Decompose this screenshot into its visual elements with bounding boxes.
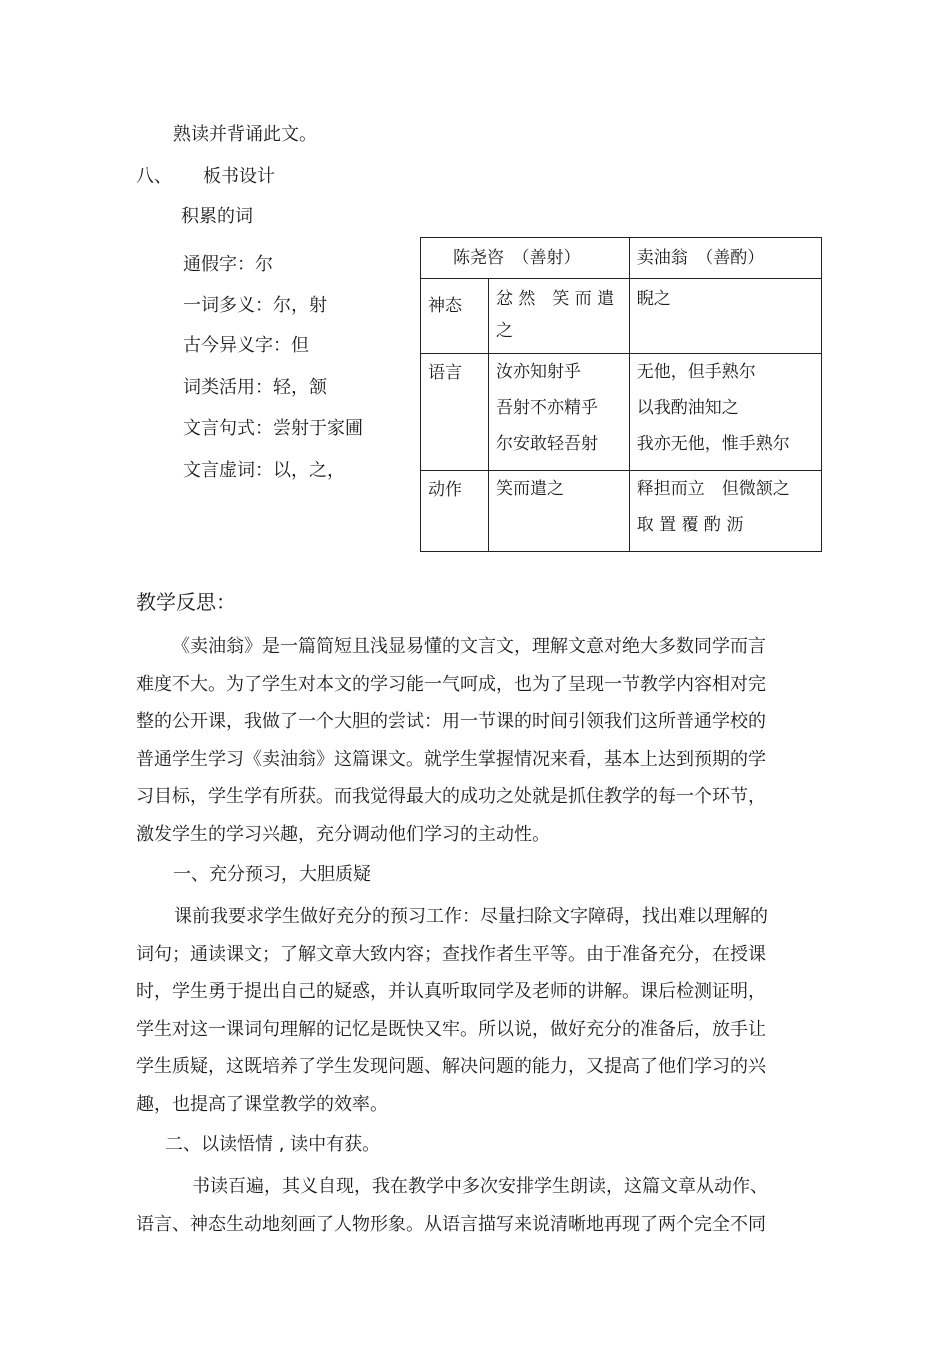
table-cell-line: 之 [495, 321, 513, 341]
term-item: 文言句式：尝射于家圃 [183, 418, 363, 439]
row-label: 语言 [428, 363, 462, 383]
section-title: 板书设计 [203, 166, 275, 187]
reflection-paragraph [136, 898, 776, 1123]
row-label: 动作 [428, 480, 462, 500]
table-cell-line: 取 置 覆 酌 沥 [636, 515, 744, 535]
term-item: 通假字：尔 [183, 254, 273, 275]
table-cell-line: 以我酌油知之 [636, 398, 739, 418]
table-cell-line: 汝亦知射乎 [495, 362, 581, 382]
reflection-paragraph [136, 1168, 776, 1243]
paragraph-line: 学生对这一课词句理解的记忆是既快又牢。所以说，做好充分的准备后，放手让 [136, 1018, 766, 1040]
paragraph-line: 学生质疑，这既培养了学生发现问题、解决问题的能力，又提高了他们学习的兴 [136, 1056, 766, 1077]
table-cell-line: 我亦无他，惟手熟尔 [636, 434, 790, 454]
header-mai-you-weng: 卖油翁 （善酌） [636, 248, 765, 268]
paragraph-line: 普通学生学习《卖油翁》这篇课文。就学生掌握情况来看，基本上达到预期的学 [136, 748, 766, 770]
table-header-row [421, 238, 822, 279]
table-row [421, 471, 822, 552]
table-cell-line: 尔安敢轻吾射 [495, 434, 598, 454]
table-cell-line: 无他，但手熟尔 [636, 362, 756, 382]
term-item: 文言虚词：以，之， [183, 460, 345, 481]
table-cell-line: 忿 然 笑 而 遣 [495, 289, 615, 309]
table-cell-line: 笑而遣之 [495, 479, 564, 499]
table-row [421, 354, 822, 471]
paragraph-line: 时，学生勇于提出自己的疑惑，并认真听取同学及老师的讲解。课后检测证明， [136, 981, 766, 1002]
subheading-reading: 二、以读悟情 , 读中有获。 [165, 1134, 381, 1155]
reflection-paragraph [136, 628, 776, 853]
paragraph-line: 词句；通读课文；了解文章大致内容；查找作者生平等。由于准备充分，在授课 [136, 943, 766, 965]
table-cell-line: 释担而立 但微颔之 [636, 479, 790, 499]
board-design-table [420, 237, 822, 552]
paragraph-line: 书读百遍，其义自现，我在教学中多次安排学生朗读，这篇文章从动作、 [192, 1176, 768, 1197]
paragraph-line: 趣，也提高了课堂教学的效率。 [136, 1093, 388, 1115]
table-row [421, 279, 822, 354]
paragraph-line: 语言、神态生动地刻画了人物形象。从语言描写来说清晰地再现了两个完全不同 [136, 1213, 766, 1235]
table-cell-line: 睨之 [636, 289, 671, 309]
table-cell-line: 吾射不亦精乎 [495, 398, 598, 418]
paragraph-line: 《卖油翁》是一篇简短且浅显易懂的文言文，理解文意对绝大多数同学而言 [172, 636, 766, 657]
paragraph-line: 激发学生的学习兴趣，充分调动他们学习的主动性。 [136, 823, 550, 845]
paragraph-line: 习目标，学生学有所获。而我觉得最大的成功之处就是抓住教学的每一个环节， [136, 786, 766, 807]
terms-heading: 积累的词 [181, 206, 253, 227]
row-label: 神态 [428, 296, 462, 316]
term-item: 一词多义：尔，射 [183, 295, 327, 316]
recite-instruction: 熟读并背诵此文。 [173, 124, 317, 145]
paragraph-line: 整的公开课，我做了一个大胆的尝试：用一节课的时间引领我们这所普通学校的 [136, 711, 766, 732]
paragraph-line: 课前我要求学生做好充分的预习工作：尽量扫除文字障碍，找出难以理解的 [174, 906, 768, 927]
header-chen-yaozi: 陈尧咨 （善射） [453, 248, 581, 268]
term-item: 词类活用：轻，颔 [183, 377, 327, 398]
subheading-preview: 一、充分预习，大胆质疑 [173, 864, 371, 885]
section-number: 八、 [136, 166, 172, 187]
term-item: 古今异义字：但 [183, 335, 309, 356]
paragraph-line: 难度不大。为了学生对本文的学习能一气呵成，也为了呈现一节教学内容相对完 [136, 673, 766, 695]
reflection-heading: 教学反思： [136, 590, 236, 614]
